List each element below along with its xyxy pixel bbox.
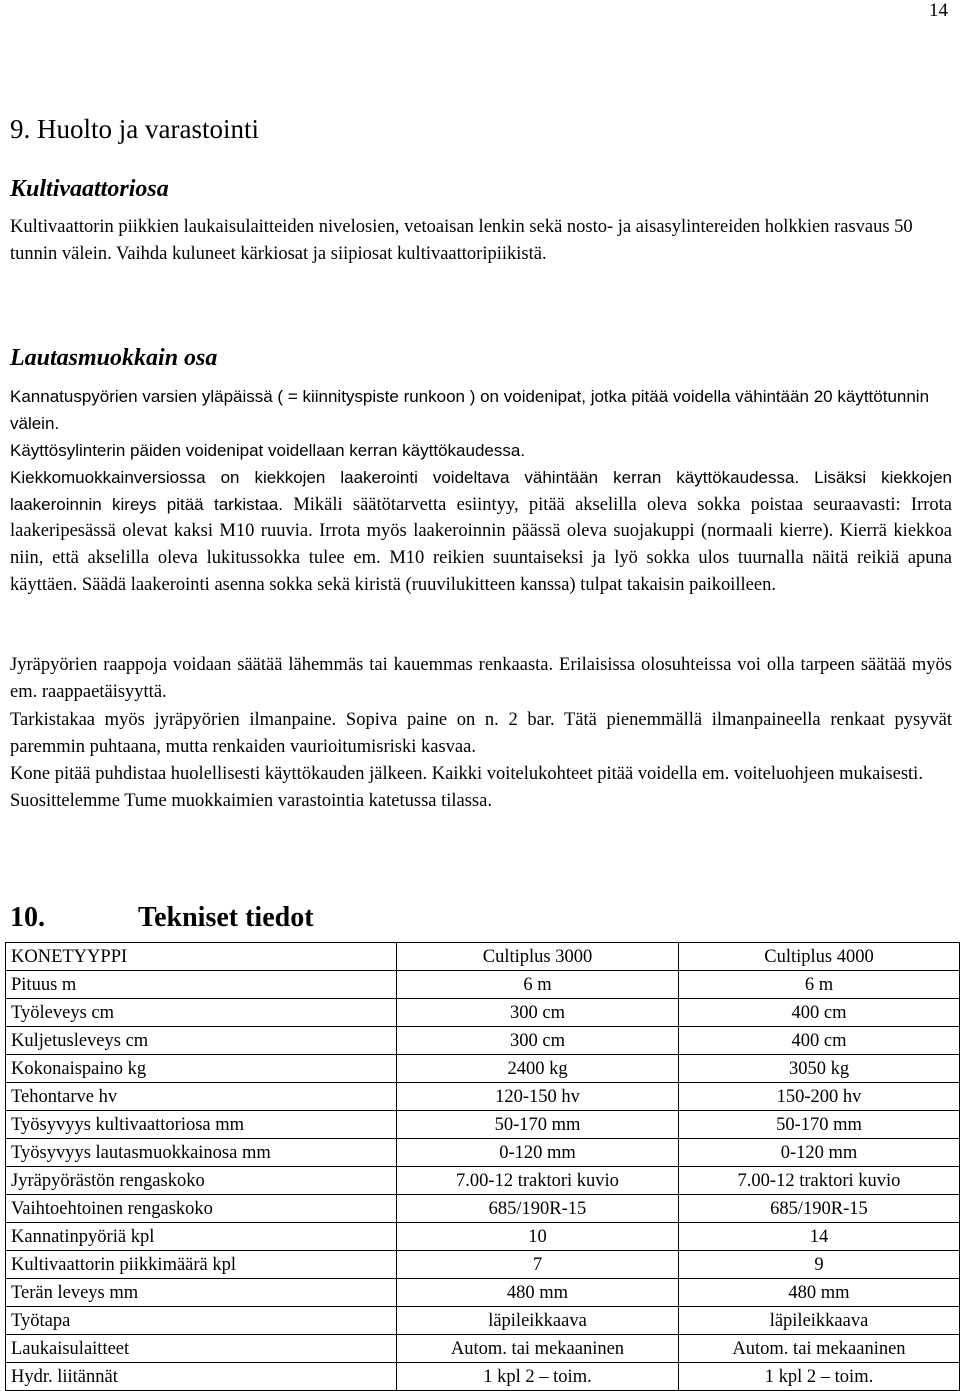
spec-value-cell: 120-150 hv	[397, 1083, 679, 1111]
spec-value-cell: 2400 kg	[397, 1055, 679, 1083]
paragraph-ilmanpaine: Tarkistakaa myös jyräpyörien ilmanpaine. Sopiva paine on n. 2 bar. Tätä pienemmällä ilmanpaineella renkaat pysyvät paremmin puhtaana, mutta renkaiden vaurioitumisriski kasvaa.	[10, 710, 952, 757]
heading-lautasmuokkain: Lautasmuokkain osa	[10, 345, 218, 371]
specs-title: Tekniset tiedot	[138, 902, 314, 933]
spec-label-cell: Hydr. liitännät	[6, 1363, 397, 1391]
heading-kultivaattoriosa: Kultivaattoriosa	[10, 176, 169, 202]
spec-table	[5, 942, 960, 1391]
section-title: 9. Huolto ja varastointi	[10, 114, 259, 144]
spec-table-row	[6, 1307, 960, 1335]
spec-table-row	[6, 971, 960, 999]
spec-label-cell: Työleveys cm	[6, 999, 397, 1027]
spec-value-cell: 300 cm	[397, 999, 679, 1027]
spec-value-cell: 7.00-12 traktori kuvio	[397, 1167, 679, 1195]
paragraph-puhdistus: Kone pitää puhdistaa huolellisesti käyttökauden jälkeen. Kaikki voitelukohteet pitää voidella em. voiteluohjeen mukaisesti. Suosittelemme Tume muokkaimien varastointia katetussa tilassa.	[10, 764, 923, 811]
spec-value-cell: läpileikkaava	[397, 1307, 679, 1335]
page-number: 14	[929, 0, 948, 21]
paragraph-kultivaattoriosa: Kultivaattorin piikkien laukaisulaitteiden nivelosien, vetoaisan lenkin sekä nosto- ja aisasylintereiden holkkien rasvaus 50 tunnin välein. Vaihda kuluneet kärkiosat ja siipiosat kultivaattoripiikistä.	[10, 217, 913, 264]
spec-table-row	[6, 1223, 960, 1251]
spec-value-cell: 7.00-12 traktori kuvio	[679, 1167, 960, 1195]
paragraph-kiekkojen-laakerointi	[10, 465, 952, 599]
spec-table-row	[6, 1055, 960, 1083]
spec-label-cell: Kannatinpyöriä kpl	[6, 1223, 397, 1251]
spec-label-cell: Työsyvyys kultivaattoriosa mm	[6, 1111, 397, 1139]
spec-value-cell: 50-170 mm	[397, 1111, 679, 1139]
spec-table-body	[6, 971, 960, 1391]
paragraph-kayttosylinteri: Käyttösylinterin päiden voidenipat voidellaan kerran käyttökaudessa.	[10, 441, 526, 460]
spec-value-cell: 400 cm	[679, 999, 960, 1027]
spec-value-cell: 300 cm	[397, 1027, 679, 1055]
spec-label-cell: Työtapa	[6, 1307, 397, 1335]
spec-table-row	[6, 1195, 960, 1223]
spec-header-cell: Cultiplus 4000	[679, 943, 960, 971]
paragraph-kannatuspyorat: Kannatuspyörien varsien yläpäissä ( = kiinnityspiste runkoon ) on voidenipat, jotka pitää voidella vähintään 20 käyttötunnin välein.	[10, 387, 930, 433]
paragraph-kiekkojen-laakerointi-intro: Kiekkomuokkainversiossa on kiekkojen laakerointi voideltava vähintään kerran käyttökaudessa. Lisäksi kiekkojen laakeroinnin kireys pitää tarkistaa.	[10, 468, 952, 514]
spec-value-cell: 3050 kg	[679, 1055, 960, 1083]
specs-number: 10.	[10, 902, 45, 933]
spec-label-cell: Kokonaispaino kg	[6, 1055, 397, 1083]
spec-value-cell: 400 cm	[679, 1027, 960, 1055]
spec-value-cell: 150-200 hv	[679, 1083, 960, 1111]
spec-value-cell: 6 m	[679, 971, 960, 999]
specs-heading	[10, 902, 314, 934]
spec-label-cell: Laukaisulaitteet	[6, 1335, 397, 1363]
spec-value-cell: 685/190R-15	[679, 1195, 960, 1223]
spec-value-cell: 0-120 mm	[679, 1139, 960, 1167]
spec-table-row	[6, 999, 960, 1027]
spec-table-row	[6, 1111, 960, 1139]
spec-label-cell: Jyräpyörästön rengaskoko	[6, 1167, 397, 1195]
spec-label-cell: Työsyvyys lautasmuokkainosa mm	[6, 1139, 397, 1167]
spec-table-row	[6, 1335, 960, 1363]
spec-header-cell: KONETYYPPI	[6, 943, 397, 971]
spec-value-cell: 480 mm	[397, 1279, 679, 1307]
spec-value-cell: 9	[679, 1251, 960, 1279]
spec-label-cell: Vaihtoehtoinen rengaskoko	[6, 1195, 397, 1223]
spec-value-cell: 50-170 mm	[679, 1111, 960, 1139]
spec-value-cell: 6 m	[397, 971, 679, 999]
spec-value-cell: 685/190R-15	[397, 1195, 679, 1223]
spec-label-cell: Terän leveys mm	[6, 1279, 397, 1307]
spec-table-row	[6, 1167, 960, 1195]
spec-value-cell: Autom. tai mekaaninen	[679, 1335, 960, 1363]
spec-value-cell: 14	[679, 1223, 960, 1251]
spec-value-cell: 7	[397, 1251, 679, 1279]
spec-label-cell: Pituus m	[6, 971, 397, 999]
spec-value-cell: läpileikkaava	[679, 1307, 960, 1335]
spec-table-row	[6, 1251, 960, 1279]
spec-value-cell: 10	[397, 1223, 679, 1251]
spec-header-cell: Cultiplus 3000	[397, 943, 679, 971]
spec-value-cell: 0-120 mm	[397, 1139, 679, 1167]
spec-label-cell: Tehontarve hv	[6, 1083, 397, 1111]
spec-table-header-row	[6, 943, 960, 971]
spec-label-cell: Kuljetusleveys cm	[6, 1027, 397, 1055]
spec-table-row	[6, 1279, 960, 1307]
spec-value-cell: Autom. tai mekaaninen	[397, 1335, 679, 1363]
spec-value-cell: 1 kpl 2 – toim.	[397, 1363, 679, 1391]
spec-table-row	[6, 1363, 960, 1391]
paragraph-saatoohje: Mikäli säätötarvetta esiintyy, pitää akselilla oleva sokka poistaa seuraavasti: Irrota laakeripesässä olevat kaksi M10 ruuvia. Irrota myös laakeroinnin päässä oleva suojakuppi (normaali kierre). Kierrä kiekkoa niin, että akselilla oleva lukitussokka tulee em. M10 reikien suuntaiseksi ja lyö sokka ulos tuurnalla näitä reikiä apuna käyttäen. Säädä laakerointi asenna sokka sekä kiristä (ruuvilukitteen kanssa) tulpat takaisin paikoilleen.	[10, 494, 952, 595]
spec-value-cell: 1 kpl 2 – toim.	[679, 1363, 960, 1391]
spec-value-cell: 480 mm	[679, 1279, 960, 1307]
spec-table-row	[6, 1083, 960, 1111]
spec-label-cell: Kultivaattorin piikkimäärä kpl	[6, 1251, 397, 1279]
paragraph-raappojen-saato: Jyräpyörien raappoja voidaan säätää lähemmäs tai kauemmas renkaasta. Erilaisissa olosuhteissa voi olla tarpeen säätää myös em. raappaetäisyyttä.	[10, 655, 952, 702]
spec-table-row	[6, 1139, 960, 1167]
spec-table-row	[6, 1027, 960, 1055]
